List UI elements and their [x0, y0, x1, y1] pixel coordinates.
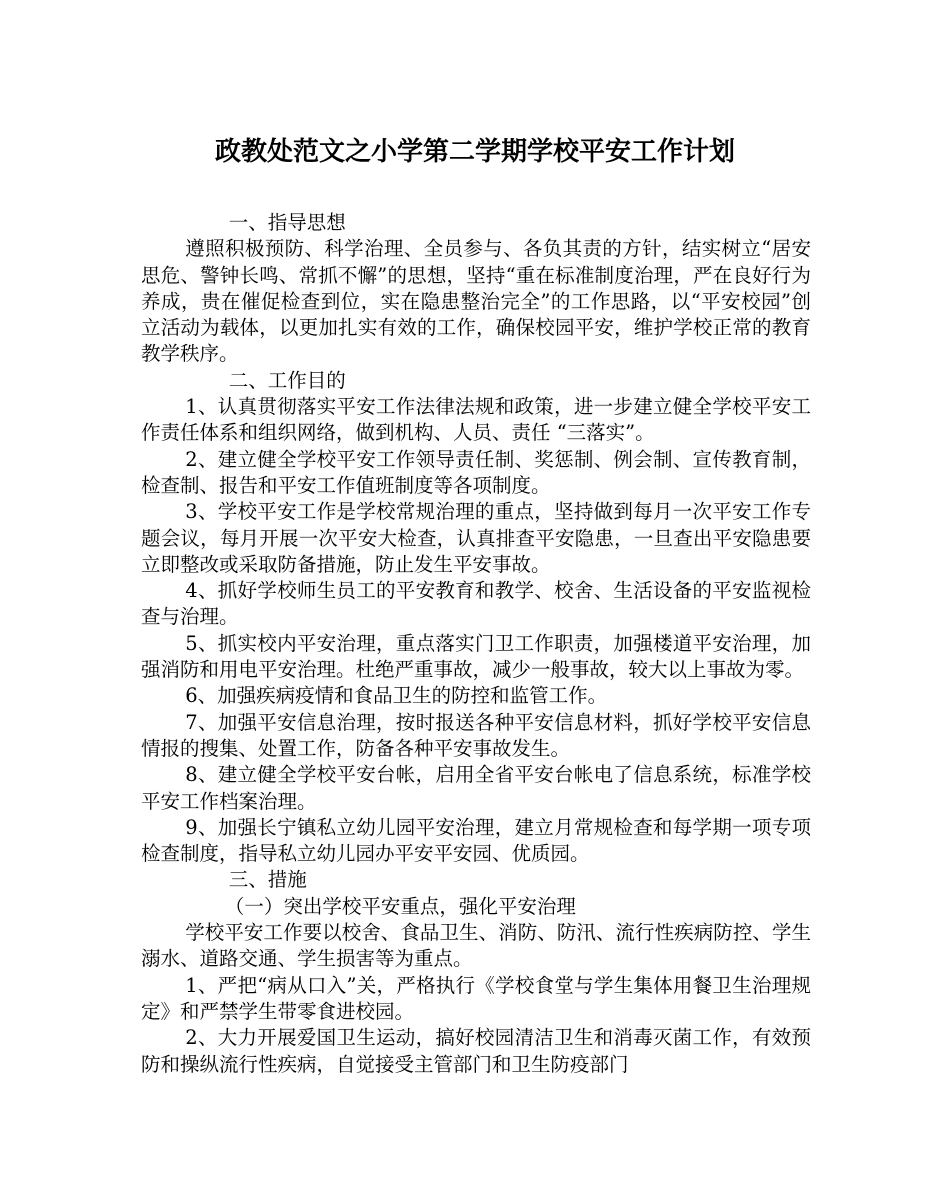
subsection-heading: （一）突出学校平安重点，强化平安治理 — [224, 894, 576, 918]
paragraph: 8、建立健全学校平安台帐，启用全省平安台帐电了信息系统，标准学校平安工作档案治理。 — [141, 763, 811, 813]
paragraph: 9、加强长宁镇私立幼儿园平安治理，建立月常规检查和每学期一项专项检查制度，指导私立幼儿园办平安平安园、优质园。 — [141, 815, 811, 866]
section-heading: 三、措施 — [228, 868, 307, 892]
paragraph: 学校平安工作要以校舍、食品卫生、消防、防汛、流行性疾病防控、学生溺水、道路交通、学生损害等为重点。 — [141, 921, 811, 971]
document-title: 政教处范文之小学第二学期学校平安工作计划 — [214, 137, 735, 167]
paragraph: 1、认真贯彻落实平安工作法律法规和政策，进一步建立健全学校平安工作责任体系和组织网络，做到机构、人员、责任 “三落实”。 — [141, 395, 811, 445]
paragraph: 4、抓好学校师生员工的平安教育和教学、校舍、生活设备的平安监视检查与治理。 — [141, 579, 811, 629]
document-body — [141, 210, 811, 1078]
section-heading: 二、工作目的 — [228, 368, 346, 392]
paragraph: 遵照积极预防、科学治理、全员参与、各负其责的方针，结实树立“居安思危、警钟长鸣、常抓不懈”的思想，坚持“重在标准制度治理，严在良好行为养成，贵在催促检查到位，实在隐患整治完全”的工作思路，以“平安校园”创立活动为载体，以更加扎实有效的工作，确保校园平安，维护学校正常的教育教学秩序。 — [141, 237, 811, 366]
paragraph: 1、严把“病从口入”关，严格执行《学校食堂与学生集体用餐卫生治理规定》和严禁学生带零食进校园。 — [141, 973, 811, 1023]
paragraph: 2、建立健全学校平安工作领导责任制、奖惩制、例会制、宣传教育制，检查制、报告和平安工作值班制度等各项制度。 — [141, 447, 811, 497]
section-heading: 一、指导思想 — [228, 211, 346, 234]
paragraph: 6、加强疾病疫情和食品卫生的防控和监管工作。 — [185, 684, 608, 708]
paragraph: 3、学校平安工作是学校常规治理的重点，坚持做到每月一次平安工作专题会议，每月开展一次平安大检查，认真排查平安隐患，一旦查出平安隐患要立即整改或采取防备措施，防止发生平安事故。 — [141, 500, 811, 576]
paragraph: 7、加强平安信息治理，按时报送各种平安信息材料，抓好学校平安信息情报的搜集、处置工作，防备各种平安事故发生。 — [141, 710, 811, 760]
paragraph: 5、抓实校内平安治理，重点落实门卫工作职责，加强楼道平安治理，加强消防和用电平安治理。杜绝严重事故，减少一般事故，较大以上事故为零。 — [141, 631, 811, 682]
paragraph: 2、大力开展爱国卫生运动，搞好校园清洁卫生和消毒灭菌工作，有效预防和操纵流行性疾病，自觉接受主管部门和卫生防疫部门 — [141, 1026, 811, 1076]
